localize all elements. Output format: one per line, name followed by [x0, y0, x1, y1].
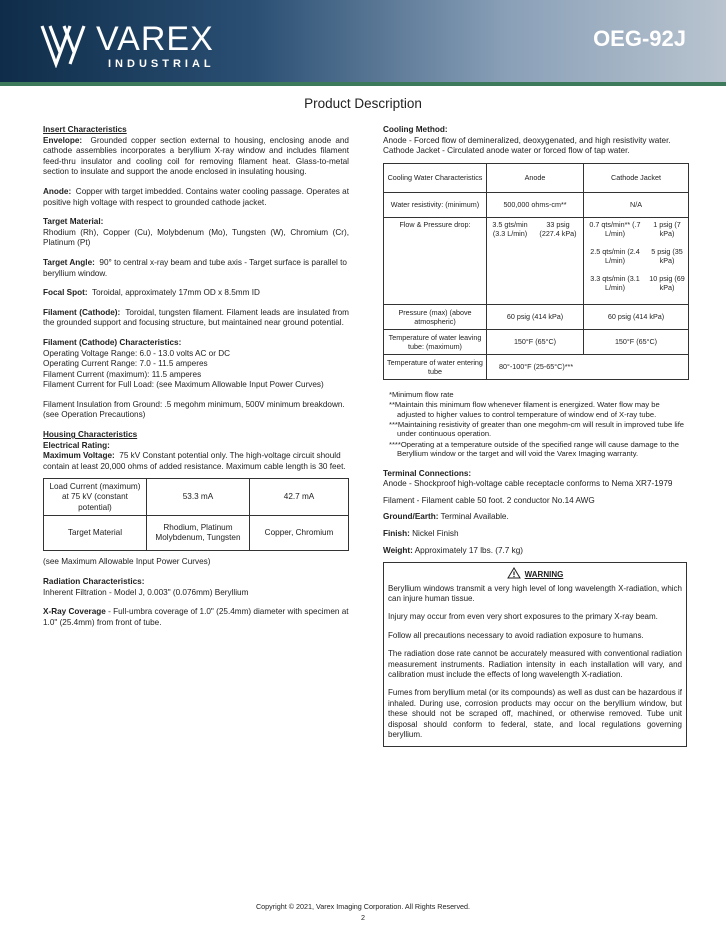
table-row: [44, 516, 349, 551]
warning-triangle-icon: [507, 567, 521, 579]
table-row: [384, 329, 689, 354]
filament-char-line: Filament Current (maximum): 11.5 amperes: [43, 369, 202, 379]
target-material-text: Rhodium (Rh), Copper (Cu), Molybdenum (Mo), Tungsten (W), Chromium (Cr), Platinum (Pt): [43, 227, 349, 248]
anode-text: Copper with target imbedded. Contains water cooling passage. Operates at positive high voltage with respect to grounded cathode jacket.: [43, 186, 349, 207]
table-cell: Temperature of water entering tube: [384, 354, 487, 379]
terminal-label: Terminal Connections:: [383, 468, 472, 478]
warning-box: [383, 562, 687, 747]
xray-coverage-label: X-Ray Coverage: [43, 607, 106, 617]
table-cell: 500,000 ohms-cm**: [487, 192, 584, 217]
page-number: 2: [361, 913, 365, 922]
warning-heading-text: WARNING: [524, 570, 564, 580]
cooling-anode: Anode - Forced flow of demineralized, deoxygenated, and high resistivity water.: [383, 135, 671, 145]
table-cell: 33 psig (227.4 kPa): [533, 217, 584, 304]
target-angle-text: 90° to central x-ray beam and tube axis - Target surface is parallel to beryllium window.: [43, 257, 347, 278]
table-cell: Rhodium, Platinum Molybdenum, Tungsten: [146, 516, 249, 551]
footnote: ***Maintaining resistivity of greater than one megohm-cm will result in improved tube life under continuous operation.: [389, 420, 685, 439]
table-cell: Flow & Pressure drop:: [384, 217, 487, 304]
table-row: [384, 192, 689, 217]
warning-heading: [388, 567, 682, 580]
anode-paragraph: [43, 187, 349, 208]
radiation-label: Radiation Characteristics:: [43, 577, 145, 587]
target-angle-paragraph: [43, 258, 349, 279]
table-cell: 150°F (65°C): [487, 329, 584, 354]
page-title: Product Description: [304, 96, 422, 111]
footnote: **Maintain this minimum flow whenever filament is energized. Water flow may be adjusted to higher values to control temperature of window end of X-ray tube.: [389, 400, 660, 419]
envelope-paragraph: [43, 136, 349, 178]
table-cell: 60 psig (414 kPa): [487, 304, 584, 329]
table-cell: 42.7 mA: [250, 479, 349, 516]
warning-paragraph: The radiation dose rate cannot be accurately measured with conventional radiation measurement instruments. Radiation intensity in each installation will vary, and calibration must include the effects of long wavelength X-radiation.: [388, 649, 682, 680]
anode-label: Anode:: [43, 186, 72, 196]
copyright: Copyright © 2021, Varex Imaging Corporation. All Rights Reserved.: [255, 902, 471, 911]
max-voltage-text: 75 kV Constant potential only. The high-voltage circuit should contain at least 20,000 ohms of added resistance. Maximum cable length is 30 feet.: [43, 451, 346, 471]
terminal-anode: Anode - Shockproof high-voltage cable receptacle conforms to Nema XR7-1979: [383, 479, 673, 489]
weight-text: Approximately 17 lbs. (7.7 kg): [414, 545, 524, 555]
filament-paragraph: [43, 308, 349, 329]
filament-char-line: Filament Current for Full Load: (see Maximum Allowable Input Power Curves): [43, 380, 324, 390]
ground-text: Terminal Available.: [440, 512, 509, 522]
table-cell: 80°-100°F (25-65°C)***: [487, 354, 689, 379]
flow-rate: 2.5 qts/min (2.4 L/min): [590, 246, 640, 265]
table-row: [384, 163, 689, 192]
brand-subtitle: INDUSTRIAL: [108, 58, 215, 70]
cooling-label: Cooling Method:: [383, 125, 448, 134]
flow-rate: 3.3 qts/min (3.1 L/min): [590, 273, 640, 292]
max-voltage-label: Maximum Voltage:: [43, 451, 115, 461]
warning-paragraph: Follow all precautions necessary to avoid radiation exposure to humans.: [388, 630, 644, 640]
left-column: [43, 125, 349, 628]
table-cell: 60 psig (414 kPa): [584, 304, 689, 329]
cooling-cathode: Cathode Jacket - Circulated anode water or forced flow of tap water.: [383, 146, 630, 156]
warning-paragraph: Injury may occur from even very short exposures to the primary X-ray beam.: [388, 612, 658, 622]
table-cell: N/A: [584, 192, 689, 217]
focal-spot-paragraph: [43, 288, 349, 299]
radiation-text: Inherent Filtration - Model J, 0.003" (0.076mm) Beryllium: [43, 587, 249, 597]
table-cell: Copper, Chromium: [250, 516, 349, 551]
table-row: [384, 217, 689, 304]
table-cell: Temperature of water leaving tube: (maximum): [384, 329, 487, 354]
rating-table: [43, 478, 349, 551]
table-cell: Load Current (maximum) at 75 kV (constant potential): [44, 479, 147, 516]
finish-label: Finish:: [383, 529, 410, 538]
focal-spot-text: Toroidal, approximately 17mm OD x 8.5mm ID: [91, 288, 260, 298]
target-angle-label: Target Angle:: [43, 257, 95, 267]
warning-paragraph: Beryllium windows transmit a very high level of long wavelength X-radiation, which can injure human tissue.: [388, 583, 682, 603]
xray-coverage-text: - Full-umbra coverage of 1.0" (25.4mm) diameter with specimen at 1.0" (25.4mm) from front of tube.: [43, 607, 349, 627]
table-header: Anode: [487, 163, 584, 192]
table-header: Cooling Water Characteristics: [384, 163, 487, 192]
flow-rate: 0.7 qts/min** (.7 L/min): [589, 219, 641, 238]
electrical-rating-label: Electrical Rating:: [43, 440, 110, 450]
table-cell: 150°F (65°C): [584, 329, 689, 354]
footer: [0, 901, 726, 923]
table-cell: Water resistivity: (minimum): [384, 192, 487, 217]
envelope-text: Grounded copper section external to housing, enclosing anode and cathode assemblies incorporates a beryllium X-ray window and includes filament feed-thru insulator and cooling coil for removing filament heat. Glass-to-metal section to insulate and support the anode enclosed in insulating housing.: [43, 135, 349, 177]
model-number: OEG-92J: [593, 26, 686, 51]
table-cell: Target Material: [44, 516, 147, 551]
focal-spot-label: Focal Spot:: [43, 288, 88, 298]
weight-paragraph: [383, 546, 687, 557]
pressure-drop: 5 psig (35 kPa): [651, 246, 683, 265]
weight-label: Weight:: [383, 545, 413, 555]
filament-char-label: Filament (Cathode) Characteristics:: [43, 337, 182, 347]
warning-paragraph: Fumes from beryllium metal (or its compounds) as well as dust can be hazardous if inhaled. During use, corrosion products may occur on the beryllium window, but these should not be scraped off, machined, or otherwise removed. Tube unit disposal should conform to federal, state, and local regulations governing beryllium.: [388, 688, 682, 740]
table-cell: 53.3 mA: [146, 479, 249, 516]
filament-char-line: Operating Current Range: 7.0 - 11.5 amperes: [43, 359, 208, 369]
table-cell: Pressure (max) (above atmospheric): [384, 304, 487, 329]
ground-paragraph: [383, 512, 687, 523]
footnote: ****Operating at a temperature outside of the specified range will cause damage to the Beryllium window or the target and will void the Varex Imaging warranty.: [389, 439, 680, 459]
table-cell: 3.5 gts/min (3.3 L/min): [487, 217, 534, 304]
pressure-drop: 1 psig (7 kPa): [653, 219, 681, 238]
xray-coverage-paragraph: [43, 607, 349, 628]
see-curves-note: (see Maximum Allowable Input Power Curves): [43, 557, 211, 567]
table-row: [44, 479, 349, 516]
header-accent-line: [0, 82, 726, 86]
finish-paragraph: [383, 529, 687, 540]
filament-label: Filament (Cathode):: [43, 307, 121, 317]
cooling-table: [383, 163, 689, 380]
brand-name: VAREX: [96, 20, 214, 58]
footnotes: [383, 390, 687, 459]
filament-char-line: Operating Voltage Range: 6.0 - 13.0 volts AC or DC: [43, 348, 231, 358]
table-row: [384, 304, 689, 329]
table-header: Cathode Jacket: [584, 163, 689, 192]
footnote: *Minimum flow rate: [389, 389, 454, 399]
filament-text: Toroidal, tungsten filament. Filament leads are insulated from the grounded support and focusing structure, but maintained near ground potential.: [43, 307, 349, 328]
housing-heading: Housing Characteristics: [43, 430, 138, 440]
target-material-label: Target Material:: [43, 217, 104, 227]
pressure-drop: 10 psig (69 kPa): [649, 273, 685, 292]
table-cell: [646, 217, 689, 304]
insert-heading: Insert Characteristics: [43, 125, 127, 134]
terminal-filament: Filament - Filament cable 50 foot. 2 conductor No.14 AWG: [383, 495, 595, 505]
max-voltage-paragraph: [43, 451, 349, 472]
finish-text: Nickel Finish: [412, 529, 459, 538]
right-column: [383, 125, 687, 747]
filament-insulation: Filament Insulation from Ground: .5 megohm minimum, 500V minimum breakdown. (see Operation Precautions): [43, 399, 345, 420]
table-row: [384, 354, 689, 379]
envelope-label: Envelope:: [43, 135, 83, 145]
varex-logo-icon: [40, 24, 94, 68]
table-cell: [584, 217, 647, 304]
ground-label: Ground/Earth:: [383, 512, 439, 522]
